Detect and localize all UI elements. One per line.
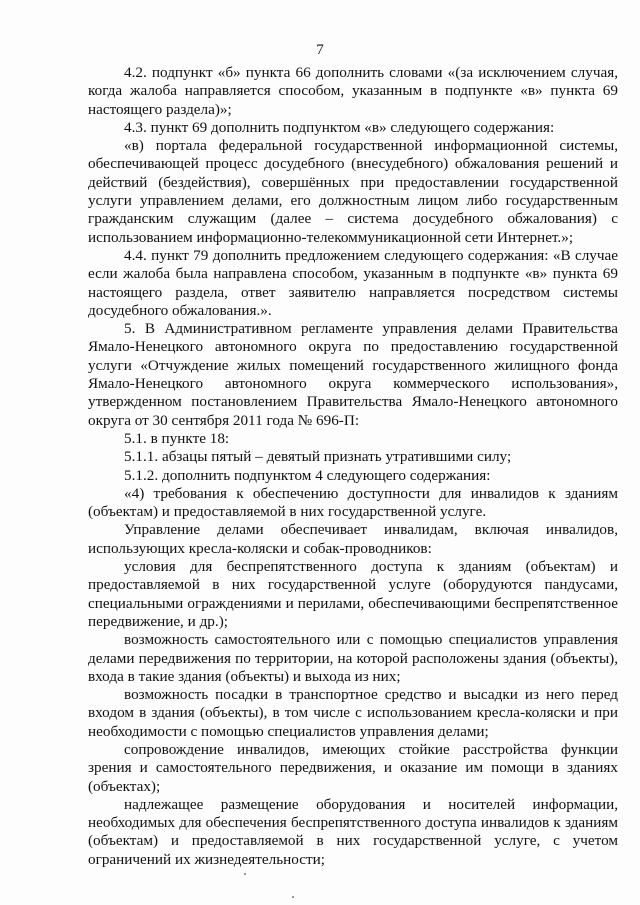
paragraph-4-3: 4.3. пункт 69 дополнить подпунктом «в» следующего содержания:: [124, 118, 555, 136]
paragraph-management-provides: Управление делами обеспечивает инвалидам, включая инвалидов, использующих кресла-коляски и собак-проводников:: [88, 521, 618, 557]
paragraph-5: 5. В Административном регламенте управления делами Правительства Ямало-Ненецкого автономного округа по предоставлению государственной услуги «Отчуждение жилых помещений государственного жилищного фонда Ямало-Ненецкого автономного округа коммерческого использования», утвержденном постановлением Правительства Ямало-Ненецкого автономного округа от 30 сентября 2011 года № 696-П:: [88, 320, 618, 429]
scan-speck: [244, 873, 246, 875]
paragraph-transport: возможность посадки в транспортное средство и высадки из него перед входом в здания (объекты), в том числе с использованием кресла-коляски и при необходимости с помощью специалистов управления делами;: [88, 686, 618, 740]
paragraph-escort: сопровождение инвалидов, имеющих стойкие расстройства функции зрения и самостоятельного передвижения, и оказание им помощи в зданиях (объектах);: [88, 740, 618, 795]
scan-speck: [292, 896, 294, 898]
paragraph-access-conditions: условия для беспрепятственного доступа к зданиям (объектам) и предоставляемой в них государственной услуге (оборудуются пандусами, специальными ограждениями и перилами, обеспечивающими беспрепятственное передвижение, и др.);: [88, 558, 618, 630]
page-number: 7: [316, 42, 324, 58]
document-body: [88, 64, 618, 869]
paragraph-5-1: 5.1. в пункте 18:: [124, 429, 230, 447]
paragraph-4-3-v: «в) портала федеральной государственной информационной системы, обеспечивающей процесс досудебного (внесудебного) обжалования решений и действий (бездействия), совершённых при предоставлении государственной услуги управлением делами, его должностным лицом либо государственным гражданским служащим (далее – система досудебного обжалования) с использованием информационно-телекоммуникационной сети Интернет.»;: [88, 137, 618, 246]
paragraph-movement: возможность самостоятельного или с помощью специалистов управления делами передвижения по территории, на которой расположены здания (объекты), входа в такие здания (объекты) и выхода из них;: [88, 631, 618, 685]
paragraph-4-4: 4.4. пункт 79 дополнить предложением следующего содержания: «В случае если жалоба была направлена способом, указанным в подпункте «в» пункта 69 настоящего раздела, ответ заявителю направляется посредством системы досудебного обжалования.».: [88, 246, 618, 319]
paragraph-equipment-placement: надлежащее размещение оборудования и носителей информации, необходимых для обеспечения беспрепятственного доступа инвалидов к зданиям (объектам) и предоставляемой в них государственной услуге, с учетом ограничений их жизнедеятельности;: [88, 795, 618, 868]
paragraph-4-2: 4.2. подпункт «б» пункта 66 дополнить словами «(за исключением случая, когда жалоба направляется способом, указанным в подпункте «в» пункта 69 настоящего раздела)»;: [88, 64, 618, 118]
paragraph-requirement-4: «4) требования к обеспечению доступности для инвалидов к зданиям (объектам) и предоставляемой в них государственной услуге.: [88, 484, 618, 521]
paragraph-5-1-2: 5.1.2. дополнить подпунктом 4 следующего содержания:: [124, 466, 491, 484]
paragraph-5-1-1: 5.1.1. абзацы пятый – девятый признать утратившими силу;: [124, 448, 512, 466]
